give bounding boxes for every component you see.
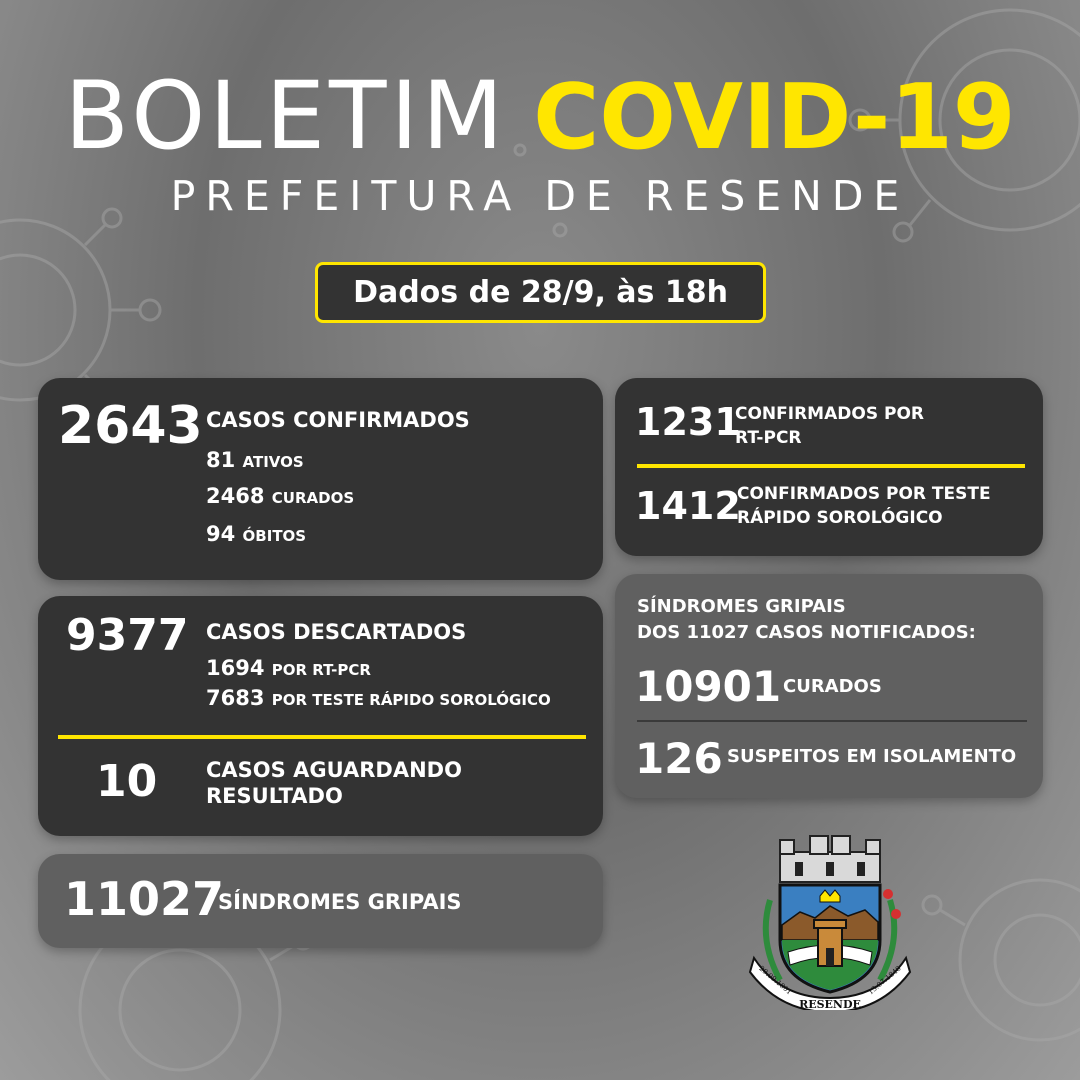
confirmed-cases-card [38, 378, 603, 580]
discarded-rapid-label: POR TESTE RÁPIDO SOROLÓGICO [271, 691, 551, 709]
awaiting-label-2: RESULTADO [206, 784, 343, 808]
discarded-cases-card [38, 596, 603, 836]
cured-label: CURADOS [271, 489, 355, 507]
active-value: 81 [206, 448, 236, 472]
rapid-confirmed-label-2: RÁPIDO SOROLÓGICO [737, 508, 943, 528]
discarded-total: 9377 [66, 610, 189, 661]
resende-coat-of-arms-icon [740, 830, 920, 1010]
rapid-confirmed-value: 1412 [635, 484, 741, 528]
discarded-rapid-value: 7683 [206, 686, 265, 710]
discarded-rtpcr-label: POR RT-PCR [271, 661, 371, 679]
discarded-rapid-row [206, 686, 551, 710]
deaths-value: 94 [206, 522, 236, 546]
deaths-row [206, 522, 306, 546]
active-label: ATIVOS [242, 453, 304, 471]
confirmed-label: CASOS CONFIRMADOS [206, 408, 470, 432]
confirmed-by-test-card [615, 378, 1043, 556]
deaths-label: ÓBITOS [242, 527, 307, 545]
total-flu-value: 11027 [64, 872, 225, 926]
rtpcr-confirmed-label-2: RT-PCR [735, 428, 802, 448]
flu-cured-label: CURADOS [783, 676, 882, 697]
flu-cured-value: 10901 [635, 662, 782, 711]
flu-divider [637, 720, 1027, 722]
discarded-rtpcr-row [206, 656, 371, 680]
crest-date-left: 29.09.1801 [757, 964, 794, 997]
awaiting-value: 10 [96, 756, 158, 807]
isolation-value: 126 [635, 734, 723, 783]
total-flu-card [38, 854, 603, 948]
cured-row [206, 484, 354, 508]
crest-ribbon-text: RESENDE [799, 998, 861, 1010]
crest-date-right: 13.07.1848 [866, 964, 903, 997]
title-boletim: BOLETIM [64, 62, 508, 171]
title-covid: COVID-19 [533, 65, 1016, 170]
flu-heading-1: SÍNDROMES GRIPAIS [637, 596, 846, 617]
flu-syndromes-card [615, 574, 1043, 798]
discarded-label: CASOS DESCARTADOS [206, 620, 467, 644]
rapid-confirmed-label-1: CONFIRMADOS POR TESTE [737, 484, 991, 504]
rtpcr-confirmed-value: 1231 [635, 400, 741, 444]
date-badge: Dados de 28/9, às 18h [315, 262, 766, 323]
isolation-label: SUSPEITOS EM ISOLAMENTO [727, 746, 1017, 767]
confirmed-total: 2643 [58, 396, 203, 456]
discarded-rtpcr-value: 1694 [206, 656, 265, 680]
active-row [206, 448, 304, 472]
cured-value: 2468 [206, 484, 265, 508]
yellow-divider [637, 464, 1025, 468]
rtpcr-confirmed-label-1: CONFIRMADOS POR [735, 404, 924, 424]
page-subtitle: PREFEITURA DE RESENDE [170, 172, 910, 220]
awaiting-label-1: CASOS AGUARDANDO [206, 758, 462, 782]
flu-heading-2: DOS 11027 CASOS NOTIFICADOS: [637, 622, 976, 643]
total-flu-label: SÍNDROMES GRIPAIS [218, 890, 462, 914]
yellow-divider [58, 735, 586, 739]
